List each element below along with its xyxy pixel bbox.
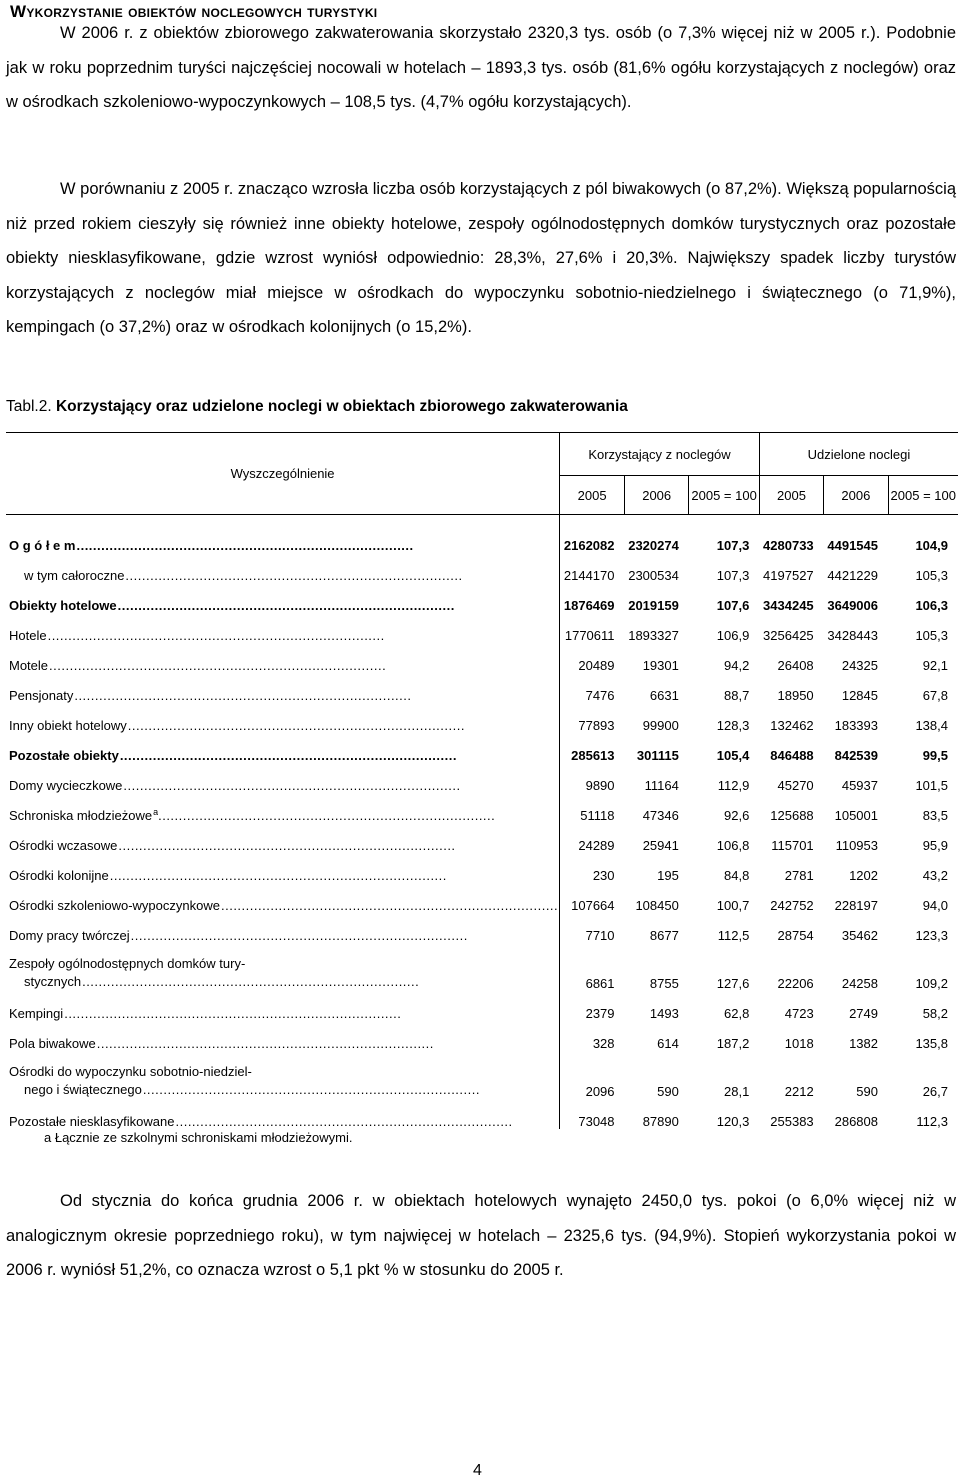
leader-dots: .................................................................................. [47,628,385,643]
cell-col-3: 107,6 [716,598,750,613]
cell-col-1: 1770611 [564,628,615,643]
cell-col-1: 285613 [571,748,615,763]
cell-col-3: 88,7 [724,688,750,703]
cell-col-5: 12845 [841,688,878,703]
table-row [6,763,958,793]
cell-col-2: 108450 [635,898,679,913]
header-col-5: 2006 [824,476,888,515]
cell-col-5: 3428443 [827,628,878,643]
cell-col-2: 2300534 [628,568,679,583]
table-row [6,643,958,673]
row-label [6,643,560,673]
row-label-text: Pola biwakowe [9,1036,96,1051]
cell-col-6: 26,7 [922,1084,948,1099]
cell-col-1: 2162082 [563,538,615,553]
cell-col-4: 18950 [777,688,814,703]
cell-col-5: 105001 [834,808,878,823]
row-label-line-1: Ośrodki do wypoczynku sobotnio-niedziel- [9,1064,252,1079]
cell-col-3: 187,2 [716,1036,750,1051]
table-row [6,1021,958,1051]
cell-col-1: 20489 [578,658,615,673]
cell-col-2: 2320274 [628,538,679,553]
page-number: 4 [473,1462,482,1479]
table-row [6,883,958,913]
cell-col-3: 120,3 [716,1114,750,1129]
cell-col-4: 3434245 [763,598,814,613]
cell-col-4: 125688 [770,808,814,823]
cell-col-1: 73048 [578,1114,615,1129]
cell-col-3: 105,4 [716,748,750,763]
row-label [6,733,560,763]
row-label [6,583,560,613]
leader-dots: .................................................................................. [64,1006,402,1021]
leader-dots: .................................................................................. [158,808,496,823]
row-label [6,883,560,913]
cell-col-1: 328 [592,1036,615,1051]
row-label [6,793,560,823]
cell-col-3: 107,3 [716,568,750,583]
row-label-text: Domy pracy twórczej [9,928,130,943]
row-label [6,673,560,703]
cell-col-5: 45937 [841,778,878,793]
table-title-prefix: Tabl.2. [6,398,52,415]
cell-col-2: 87890 [642,1114,679,1129]
cell-col-4: 4723 [784,1006,814,1021]
paragraph-2: W porównaniu z 2005 r. znacząco wzrosła liczba osób korzystających z pól biwakowych (o 87,2%). Większą popularnością niż przed rokiem cieszyły się również inne obiekty hotelowe, zespoły ogólnodostępnych domków turystycznych oraz pozostałe obiekty niesklasyfikowane, gdzie wzrost wyniósł odpowiednio: 28,3%, 27,6% i 20,3%. Największy spadek liczby turystów korzystających z noclegów miał miejsce w ośrodkach do wypoczynku sobotnio-niedzielnego i świątecznego (o 71,9%), kempingach (o 37,2%) oraz w ośrodkach kolonijnych (o 15,2%). [6,180,956,336]
row-label-text: Hotele [9,628,47,643]
cell-col-5: 1202 [849,868,878,883]
table-row [6,1051,958,1099]
cell-col-4: 28754 [777,928,814,943]
cell-col-2: 47346 [642,808,679,823]
leader-dots: .................................................................................. [96,1036,434,1051]
leader-dots: .................................................................................. [118,838,456,853]
header-group-nights: Udzielone noclegi [759,433,958,476]
row-label [6,763,560,793]
cell-col-5: 590 [856,1084,878,1099]
cell-col-4: 26408 [777,658,814,673]
cell-col-4: 115701 [771,838,814,853]
table-row [6,703,958,733]
row-label-text: Ośrodki szkoleniowo-wypoczynkowe [9,898,220,913]
row-label-text: O g ó ł e m [9,538,76,553]
cell-col-2: 8677 [649,928,679,943]
cell-col-6: 104,9 [915,538,948,553]
cell-col-6: 92,1 [922,658,948,673]
cell-col-6: 135,8 [915,1036,948,1051]
cell-col-6: 43,2 [922,868,948,883]
cell-col-4: 45270 [777,778,814,793]
table-row [6,1099,958,1129]
table-row [6,943,958,991]
cell-col-5: 286808 [834,1114,878,1129]
table-title [6,398,628,416]
cell-col-1: 24289 [578,838,615,853]
cell-col-3: 112,5 [717,928,750,943]
cell-col-3: 100,7 [716,898,750,913]
cell-col-2: 301115 [636,748,679,763]
cell-col-6: 112,3 [916,1114,948,1129]
paragraph-3: Od stycznia do końca grudnia 2006 r. w obiektach hotelowych wynajęto 2450,0 tys. pokoi (o 6,0% więcej niż w analogicznym okresie poprzedniego roku), w tym najwięcej w hotelach – 2325,6 tys. (94,9%). Stopień wykorzystania pokoi w 2006 r. wyniósł 51,2%, co oznacza wzrost o 5,1 pkt % w stosunku do 2005 r. [6,1192,956,1279]
cell-col-1: 2144170 [563,568,615,583]
row-label [6,1021,560,1051]
cell-col-6: 99,5 [922,748,948,763]
table-row [6,991,958,1021]
cell-col-2: 1893327 [628,628,679,643]
header-col-3: 2005 = 100 [689,476,760,515]
header-group-users: Korzystający z noclegów [560,433,760,476]
table-row [6,733,958,763]
cell-col-2: 6631 [649,688,679,703]
cell-col-6: 105,3 [915,568,948,583]
cell-col-2: 25941 [642,838,679,853]
row-label-line-2: stycznych [24,974,82,989]
cell-col-3: 106,8 [716,838,750,853]
leader-dots: .................................................................................. [127,718,465,733]
cell-col-3: 112,9 [717,778,750,793]
cell-col-2: 614 [657,1036,679,1051]
header-col-2: 2006 [625,476,689,515]
row-label [6,1099,560,1129]
row-label-line-2: nego i świątecznego [24,1082,142,1097]
leader-dots: .................................................................................. [76,538,414,553]
leader-dots: .................................................................................. [82,974,420,989]
cell-col-1: 77893 [578,718,615,733]
cell-col-2: 11164 [644,778,679,793]
leader-dots: .................................................................................. [119,748,457,763]
leader-dots: .................................................................................. [123,778,461,793]
cell-col-1: 7710 [585,928,615,943]
leader-dots: .................................................................................. [117,598,455,613]
cell-col-4: 22206 [777,976,814,991]
cell-col-4: 846488 [770,748,814,763]
header-col-6: 2005 = 100 [888,476,958,515]
cell-col-5: 183393 [834,718,878,733]
cell-col-5: 110953 [835,838,878,853]
row-label [6,991,560,1021]
table-row [6,913,958,943]
row-label-text: w tym całoroczne [24,568,125,583]
cell-col-3: 84,8 [724,868,750,883]
cell-col-5: 842539 [834,748,878,763]
leader-dots: .................................................................................. [74,688,412,703]
cell-col-6: 105,3 [915,628,948,643]
row-label [6,613,560,643]
leader-dots: .................................................................................. [49,658,387,673]
cell-col-2: 195 [657,868,679,883]
cell-col-4: 255383 [770,1114,814,1129]
cell-col-3: 127,6 [716,976,750,991]
cell-col-1: 2096 [585,1084,615,1099]
table-row [6,853,958,883]
section-heading: Wykorzystanie obiektów noclegowych turystyki [10,2,378,21]
cell-col-3: 28,1 [724,1084,750,1099]
cell-col-6: 67,8 [922,688,948,703]
cell-col-6: 83,5 [922,808,948,823]
cell-col-3: 62,8 [724,1006,750,1021]
cell-col-6: 95,9 [922,838,948,853]
paragraph-1: W 2006 r. z obiektów zbiorowego zakwaterowania skorzystało 2320,3 tys. osób (o 7,3% więcej niż w 2005 r.). Podobnie jak w roku poprzednim turyści najczęściej nocowali w hotelach – 1893,3 tys. osób (81,6% ogółu korzystających z noclegów) oraz w ośrodkach szkoleniowo-wypoczynkowych – 108,5 tys. (4,7% ogółu korzystających). [6,24,956,111]
cell-col-5: 4491545 [827,538,878,553]
cell-col-6: 94,0 [922,898,948,913]
header-col-1: 2005 [560,476,625,515]
leader-dots: .................................................................................. [175,1114,513,1129]
cell-col-2: 2019159 [628,598,679,613]
header-col-4: 2005 [759,476,823,515]
cell-col-3: 107,3 [716,538,750,553]
cell-col-3: 92,6 [724,808,750,823]
cell-col-2: 1493 [649,1006,679,1021]
row-label [6,913,560,943]
cell-col-1: 7476 [585,688,615,703]
cell-col-5: 1382 [849,1036,878,1051]
table-row [6,673,958,703]
row-label-text: Kempingi [9,1006,64,1021]
cell-col-5: 2749 [849,1006,878,1021]
row-label [6,703,560,733]
cell-col-5: 35462 [841,928,878,943]
cell-col-6: 138,4 [915,718,948,733]
table-row [6,583,958,613]
cell-col-5: 24258 [841,976,878,991]
cell-col-3: 94,2 [724,658,750,673]
leader-dots: .................................................................................. [220,898,559,913]
row-label [6,515,560,554]
cell-col-1: 1876469 [563,598,615,613]
row-label-text: Pozostałe niesklasyfikowane [9,1114,175,1129]
leader-dots: .................................................................................. [109,868,447,883]
cell-col-2: 19301 [642,658,679,673]
row-label-text: Motele [9,658,49,673]
table-body [6,515,958,1130]
cell-col-5: 3649006 [827,598,878,613]
table-footnote: a Łącznie ze szkolnymi schroniskami młodzieżowymi. [44,1130,353,1145]
row-label-text: Pensjonaty [9,688,74,703]
cell-col-4: 2212 [784,1084,814,1099]
cell-col-2: 99900 [642,718,679,733]
cell-col-4: 2781 [784,868,814,883]
leader-dots: .................................................................................. [125,568,463,583]
cell-col-1: 2379 [585,1006,615,1021]
cell-col-6: 58,2 [922,1006,948,1021]
row-label [6,1051,560,1099]
leader-dots: .................................................................................. [142,1082,480,1097]
table-row [6,553,958,583]
row-label-text: Inny obiekt hotelowy [9,718,127,733]
cell-col-4: 1018 [784,1036,814,1051]
row-label-text: Pozostałe obiekty [9,748,119,763]
cell-col-4: 3256425 [763,628,814,643]
cell-col-4: 4280733 [763,538,814,553]
cell-col-1: 9890 [585,778,615,793]
cell-col-1: 51118 [580,808,615,823]
cell-col-6: 123,3 [915,928,948,943]
cell-col-3: 128,3 [716,718,750,733]
row-label-text: Ośrodki kolonijne [9,868,109,883]
row-label-line-1: Zespoły ogólnodostępnych domków tury- [9,956,246,971]
table-row [6,823,958,853]
row-label-text: Ośrodki wczasowe [9,838,118,853]
row-label [6,943,560,991]
cell-col-5: 4421229 [827,568,878,583]
table-row [6,793,958,823]
cell-col-3: 106,9 [716,628,750,643]
row-label [6,823,560,853]
cell-col-1: 107664 [571,898,615,913]
accommodation-table [6,432,958,1129]
row-label [6,553,560,583]
cell-col-6: 106,3 [915,598,948,613]
cell-col-4: 242752 [770,898,814,913]
leader-dots: .................................................................................. [130,928,468,943]
cell-col-2: 590 [657,1084,679,1099]
cell-col-6: 101,5 [915,778,948,793]
cell-col-2: 8755 [649,976,679,991]
footnote-marker: a [153,806,159,817]
table-row [6,515,958,554]
cell-col-4: 4197527 [763,568,814,583]
header-spec: Wyszczególnienie [6,433,560,515]
cell-col-1: 230 [592,868,615,883]
table-title-text: Korzystający oraz udzielone noclegi w obiektach zbiorowego zakwaterowania [55,398,628,415]
cell-col-5: 24325 [841,658,878,673]
table-row [6,613,958,643]
cell-col-5: 228197 [834,898,878,913]
cell-col-4: 132462 [770,718,814,733]
row-label-text: Domy wycieczkowe [9,778,123,793]
row-label-text: Obiekty hotelowe [9,598,117,613]
row-label-text: Schroniska młodzieżowe [9,808,153,823]
cell-col-6: 109,2 [915,976,948,991]
cell-col-1: 6861 [585,976,615,991]
row-label [6,853,560,883]
